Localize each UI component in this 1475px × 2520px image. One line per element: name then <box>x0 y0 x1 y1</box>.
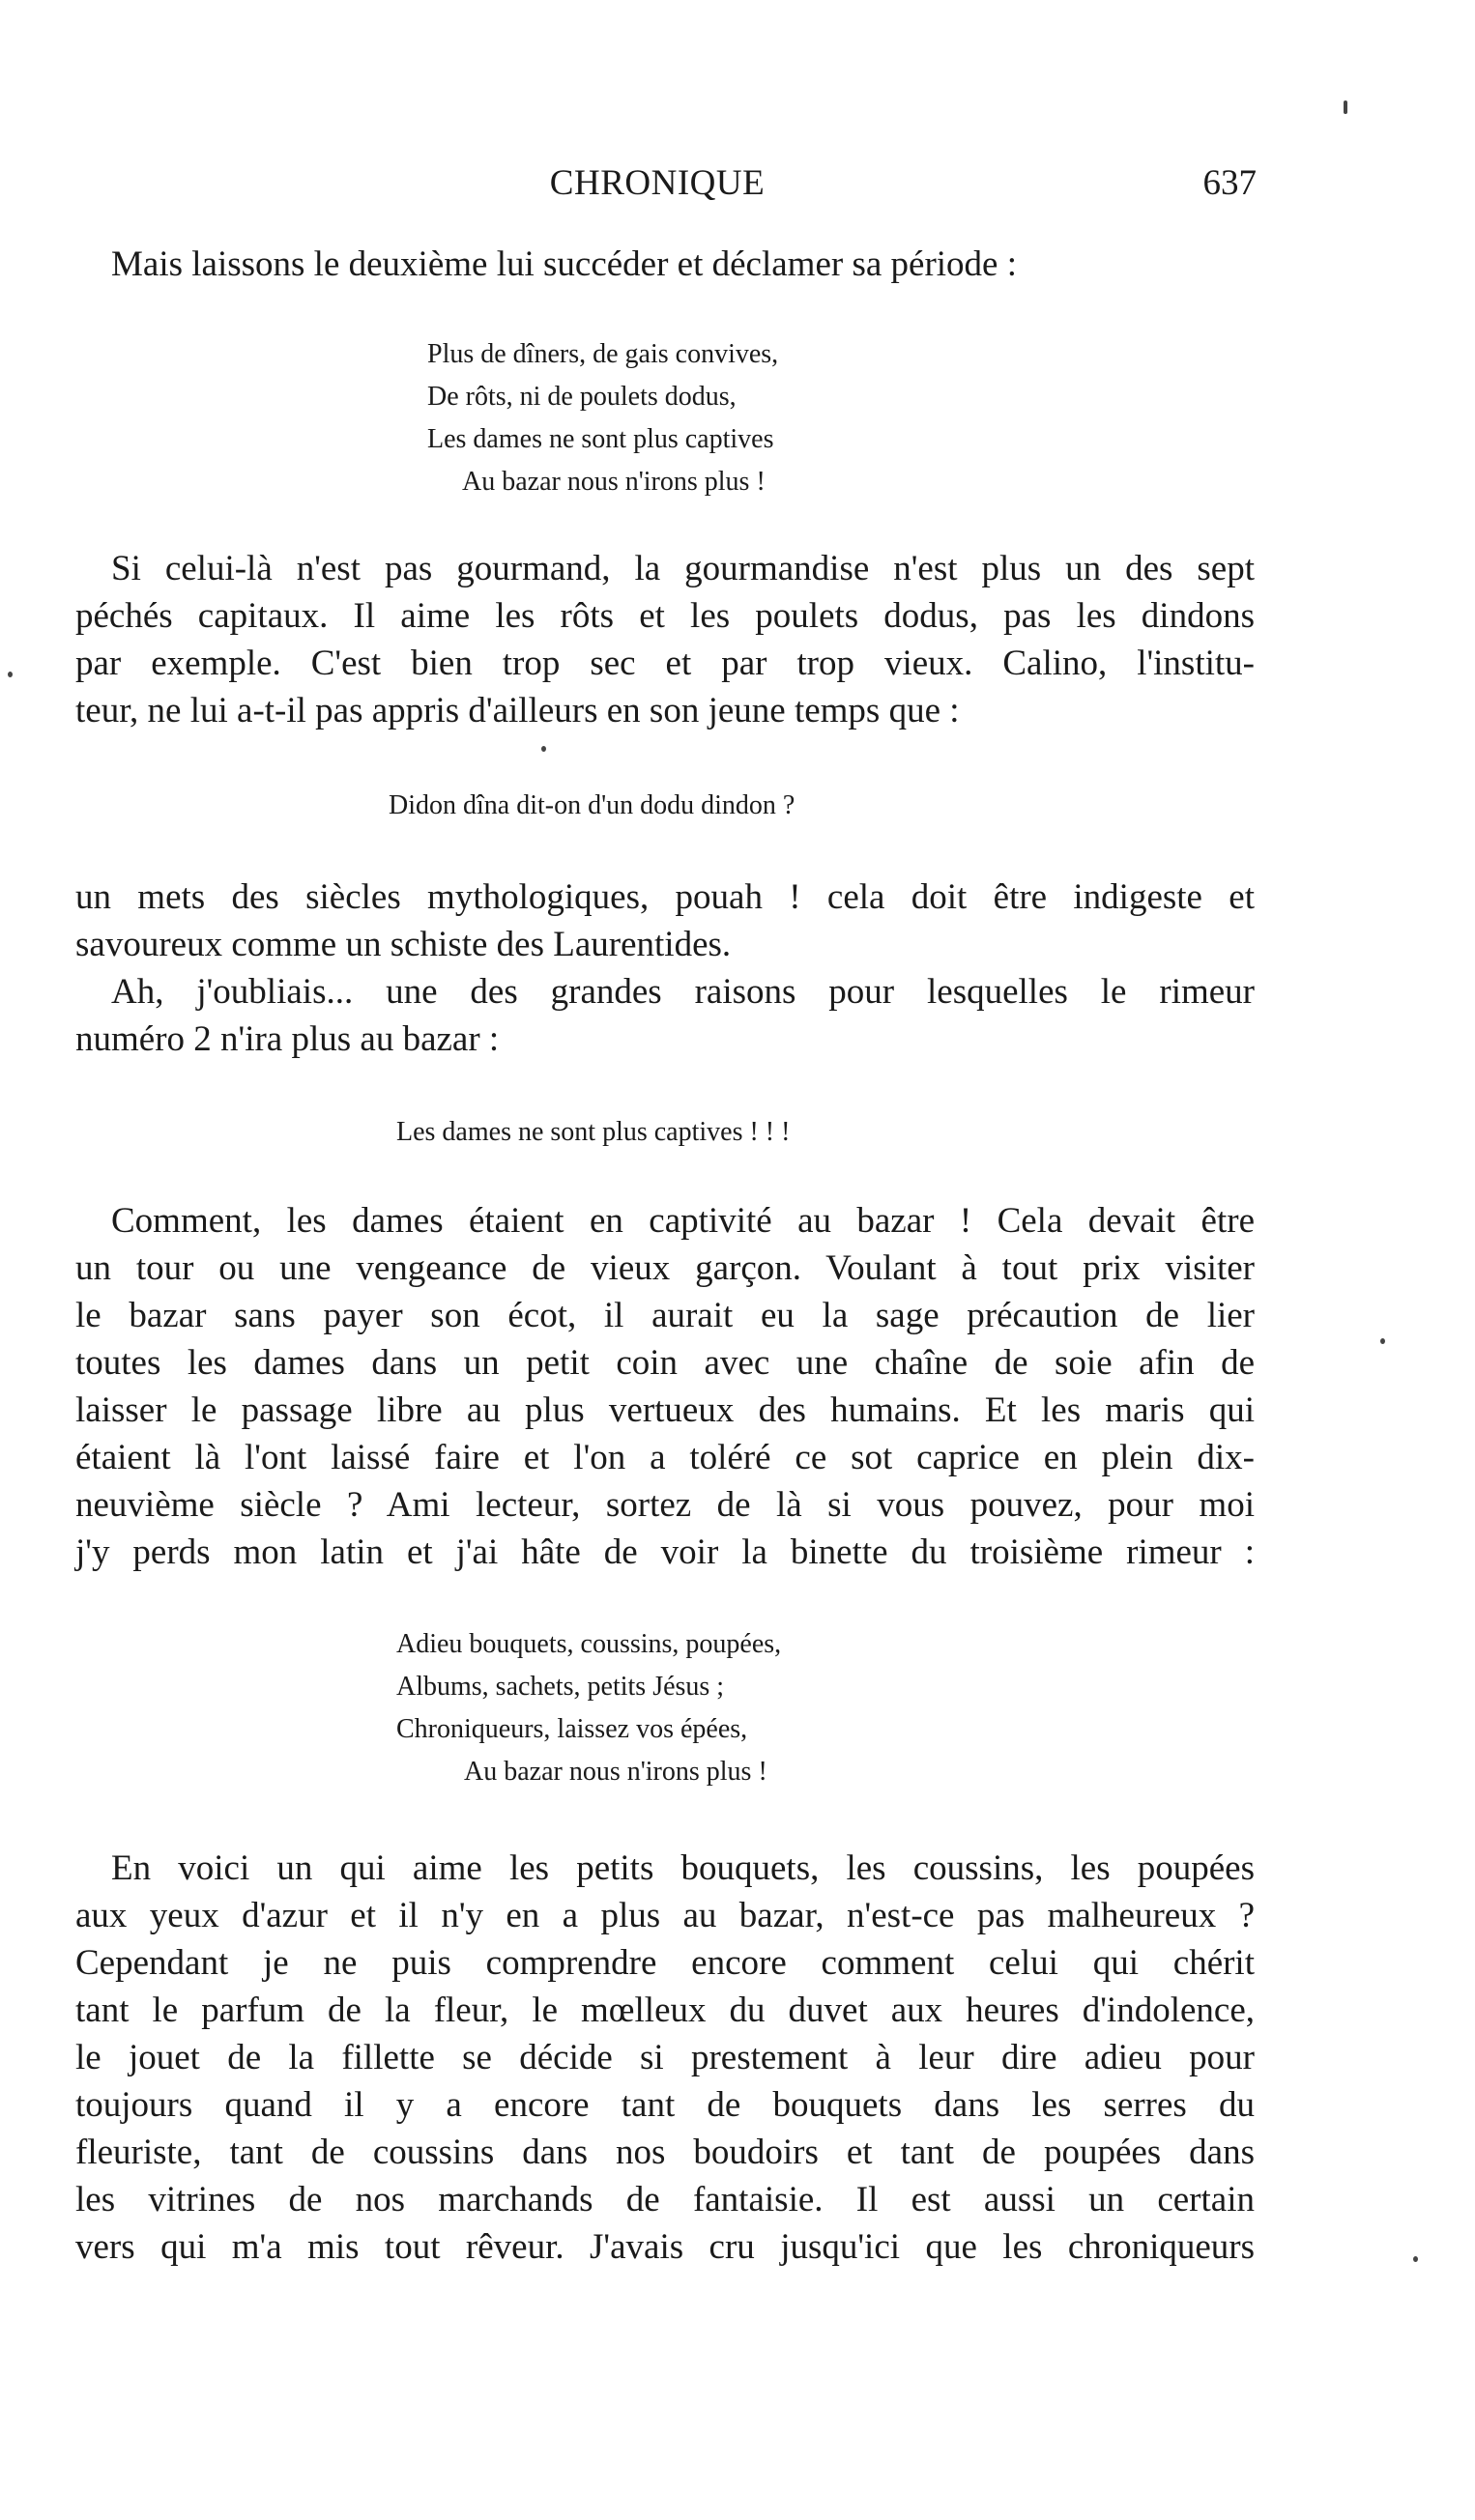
paragraph-line: fleuriste, tant de coussins dans nos boudoirs et tant de poupées dans <box>75 2133 1255 2172</box>
quoted-line: Didon dîna dit-on d'un dodu dindon ? <box>389 790 795 820</box>
intro-line: Mais laissons le deuxième lui succéder et déclamer sa période : <box>111 244 1017 284</box>
paragraph-line: vers qui m'a mis tout rêveur. J'avais cru jusqu'ici que les chroniqueurs <box>75 2227 1255 2267</box>
quoted-line: Les dames ne sont plus captives ! ! ! <box>396 1117 791 1147</box>
verse-line: Plus de dîners, de gais convives, <box>427 339 779 369</box>
scan-mark <box>1344 100 1347 114</box>
paragraph-line: toutes les dames dans un petit coin avec une chaîne de soie afin de <box>75 1343 1255 1383</box>
paragraph-line: étaient là l'ont laissé faire et l'on a toléré ce sot caprice en plein dix- <box>75 1438 1255 1477</box>
paragraph-line: un tour ou une vengeance de vieux garçon. Voulant à tout prix visiter <box>75 1248 1255 1288</box>
scan-mark <box>8 672 13 677</box>
paragraph-line: numéro 2 n'ira plus au bazar : <box>75 1019 500 1059</box>
paragraph-line: laisser le passage libre au plus vertueux des humains. Et les maris qui <box>75 1390 1255 1430</box>
paragraph-line: toujours quand il y a encore tant de bouquets dans les serres du <box>75 2085 1255 2125</box>
paragraph-line: j'y perds mon latin et j'ai hâte de voir la binette du troisième rimeur : <box>75 1532 1255 1572</box>
paragraph-line: tant le parfum de la fleur, le mœlleux du duvet aux heures d'indolence, <box>75 1990 1255 2030</box>
paragraph-line: neuvième siècle ? Ami lecteur, sortez de là si vous pouvez, pour moi <box>75 1485 1255 1525</box>
verse-line: Au bazar nous n'irons plus ! <box>464 1757 767 1787</box>
paragraph-line: un mets des siècles mythologiques, pouah ! cela doit être indigeste et <box>75 877 1255 917</box>
paragraph-line: les vitrines de nos marchands de fantaisie. Il est aussi un certain <box>75 2180 1255 2219</box>
verse-line: Les dames ne sont plus captives <box>427 424 774 454</box>
paragraph-line: aux yeux d'azur et il n'y en a plus au bazar, n'est-ce pas malheureux ? <box>75 1896 1255 1935</box>
paragraph-line: Si celui-là n'est pas gourmand, la gourmandise n'est plus un des sept <box>111 549 1255 588</box>
verse-line: De rôts, ni de poulets dodus, <box>427 382 737 412</box>
paragraph-line: Ah, j'oubliais... une des grandes raisons pour lesquelles le rimeur <box>111 972 1255 1012</box>
paragraph-line: teur, ne lui a-t-il pas appris d'ailleurs en son jeune temps que : <box>75 691 960 730</box>
verse-line: Chroniqueurs, laissez vos épées, <box>396 1714 748 1744</box>
verse-line: Au bazar nous n'irons plus ! <box>462 467 766 497</box>
paragraph-line: péchés capitaux. Il aime les rôts et les poulets dodus, pas les dindons <box>75 596 1255 636</box>
scan-mark <box>541 746 546 752</box>
paragraph-line: Cependant je ne puis comprendre encore comment celui qui chérit <box>75 1943 1255 1983</box>
running-title: CHRONIQUE <box>549 163 766 203</box>
scan-mark <box>1413 2256 1418 2262</box>
paragraph-line: En voici un qui aime les petits bouquets, les coussins, les poupées <box>111 1848 1255 1888</box>
paragraph-line: le bazar sans payer son écot, il aurait eu la sage précaution de lier <box>75 1296 1255 1335</box>
paragraph-line: par exemple. C'est bien trop sec et par trop vieux. Calino, l'institu- <box>75 644 1255 683</box>
paragraph-line: le jouet de la fillette se décide si prestement à leur dire adieu pour <box>75 2038 1255 2077</box>
page-number: 637 <box>1202 163 1257 203</box>
scan-mark <box>1380 1338 1385 1344</box>
verse-line: Albums, sachets, petits Jésus ; <box>396 1672 725 1702</box>
verse-line: Adieu bouquets, coussins, poupées, <box>396 1629 782 1659</box>
paragraph-line: savoureux comme un schiste des Laurentides. <box>75 925 732 964</box>
paragraph-line: Comment, les dames étaient en captivité au bazar ! Cela devait être <box>111 1201 1255 1241</box>
